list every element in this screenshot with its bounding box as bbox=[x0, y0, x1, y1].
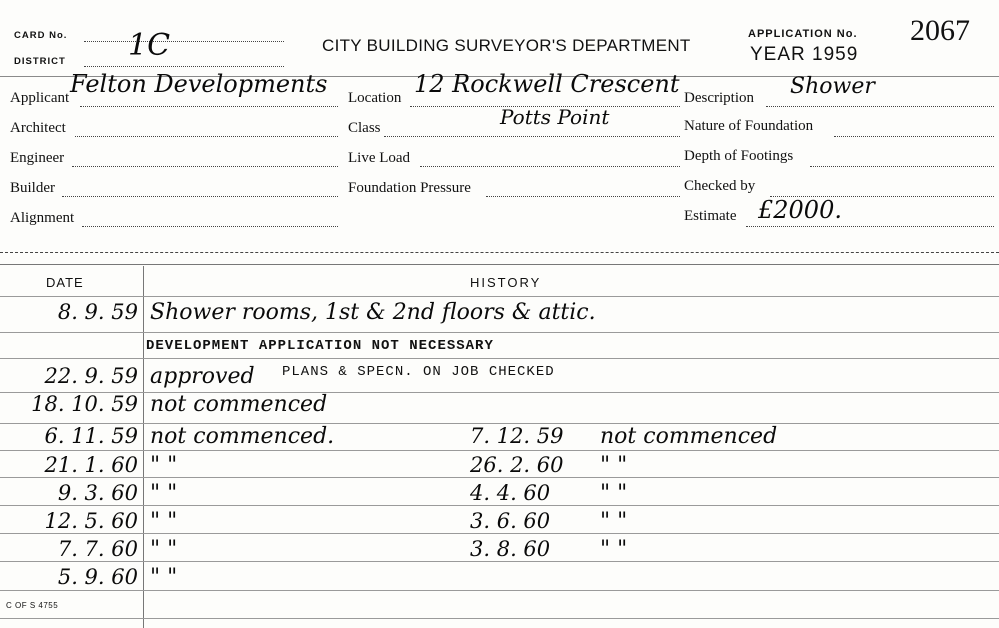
history-date: 18. 10. 59 bbox=[31, 392, 138, 416]
history-date: 5. 9. 60 bbox=[57, 565, 138, 589]
history-entry: approved bbox=[150, 364, 255, 389]
section-divider bbox=[0, 264, 999, 265]
history-entry: " " bbox=[600, 509, 628, 534]
description-label: Description bbox=[684, 90, 754, 106]
location-value: 12 Rockwell Crescent bbox=[414, 70, 680, 98]
history-entry: not commenced. bbox=[150, 424, 335, 449]
builder-line bbox=[62, 196, 338, 197]
district-label: DISTRICT bbox=[14, 56, 66, 67]
live-load-line bbox=[420, 166, 680, 167]
history-ruled-line bbox=[0, 590, 999, 591]
history-entry: not commenced bbox=[150, 392, 328, 417]
history-date: 26. 2. 60 bbox=[470, 453, 564, 477]
history-ruled-line bbox=[0, 450, 999, 451]
nature-label: Nature of Foundation bbox=[684, 118, 814, 134]
builder-label: Builder bbox=[10, 180, 55, 196]
location-value-2: Potts Point bbox=[500, 105, 610, 129]
estimate-label: Estimate bbox=[684, 208, 737, 224]
history-date: 9. 3. 60 bbox=[57, 481, 138, 505]
checked-by-label: Checked by bbox=[684, 178, 756, 194]
district-value: 1C bbox=[128, 28, 171, 63]
live-load-label: Live Load bbox=[348, 150, 411, 166]
date-header: DATE bbox=[46, 275, 84, 290]
location-label: Location bbox=[348, 90, 402, 106]
history-date: 21. 1. 60 bbox=[44, 453, 138, 477]
history-header: HISTORY bbox=[470, 275, 542, 290]
foundation-pressure-label: Foundation Pressure bbox=[348, 180, 471, 196]
history-entry: Shower rooms, 1st & 2nd floors & attic. bbox=[150, 300, 596, 325]
application-number: 2067 bbox=[910, 14, 970, 47]
history-entry: " " bbox=[150, 509, 178, 534]
estimate-line bbox=[746, 226, 994, 227]
history-date: 7. 12. 59 bbox=[470, 424, 564, 448]
applicant-value: Felton Developments bbox=[70, 70, 328, 98]
description-line bbox=[766, 106, 994, 107]
history-ruled-line bbox=[0, 296, 999, 297]
history-entry: " " bbox=[150, 565, 178, 590]
history-ruled-line bbox=[0, 332, 999, 333]
estimate-value: £2000. bbox=[758, 196, 842, 224]
history-entry: " " bbox=[150, 537, 178, 562]
engineer-label: Engineer bbox=[10, 150, 65, 166]
history-entry: " " bbox=[600, 453, 628, 478]
history-stamp: PLANS & SPECN. ON JOB CHECKED bbox=[282, 364, 555, 380]
history-date: 22. 9. 59 bbox=[44, 364, 138, 388]
class-label: Class bbox=[348, 120, 381, 136]
history-stamp: DEVELOPMENT APPLICATION NOT NECESSARY bbox=[146, 338, 494, 354]
history-entry: " " bbox=[150, 481, 178, 506]
history-date: 12. 5. 60 bbox=[44, 509, 138, 533]
description-value: Shower bbox=[790, 74, 875, 99]
nature-line bbox=[834, 136, 994, 137]
alignment-label: Alignment bbox=[10, 210, 75, 226]
application-label: APPLICATION No. bbox=[748, 28, 858, 40]
foundation-pressure-line bbox=[486, 196, 680, 197]
card-no-label: CARD No. bbox=[14, 30, 68, 41]
architect-label: Architect bbox=[10, 120, 66, 136]
history-entry: " " bbox=[600, 481, 628, 506]
history-date: 7. 7. 60 bbox=[57, 537, 138, 561]
history-entry: " " bbox=[600, 537, 628, 562]
form-code: C OF S 4755 bbox=[6, 601, 59, 610]
applicant-line bbox=[80, 106, 338, 107]
department-title: CITY BUILDING SURVEYOR'S DEPARTMENT bbox=[322, 36, 691, 55]
history-entry: not commenced bbox=[600, 424, 778, 449]
depth-label: Depth of Footings bbox=[684, 148, 794, 164]
history-date: 3. 8. 60 bbox=[470, 537, 551, 561]
card-no-line bbox=[84, 41, 284, 42]
class-line bbox=[384, 136, 680, 137]
history-entry: " " bbox=[150, 453, 178, 478]
history-date: 8. 9. 59 bbox=[57, 300, 138, 324]
history-ruled-line bbox=[0, 618, 999, 619]
history-ruled-line bbox=[0, 358, 999, 359]
applicant-label: Applicant bbox=[10, 90, 70, 106]
architect-line bbox=[75, 136, 338, 137]
district-line bbox=[84, 66, 284, 67]
date-column-rule bbox=[143, 266, 144, 628]
year-label: YEAR 1959 bbox=[750, 44, 859, 65]
alignment-line bbox=[82, 226, 338, 227]
depth-line bbox=[810, 166, 994, 167]
history-date: 6. 11. 59 bbox=[44, 424, 138, 448]
history-date: 4. 4. 60 bbox=[470, 481, 551, 505]
section-divider-top bbox=[0, 252, 999, 253]
engineer-line bbox=[72, 166, 338, 167]
history-date: 3. 6. 60 bbox=[470, 509, 551, 533]
